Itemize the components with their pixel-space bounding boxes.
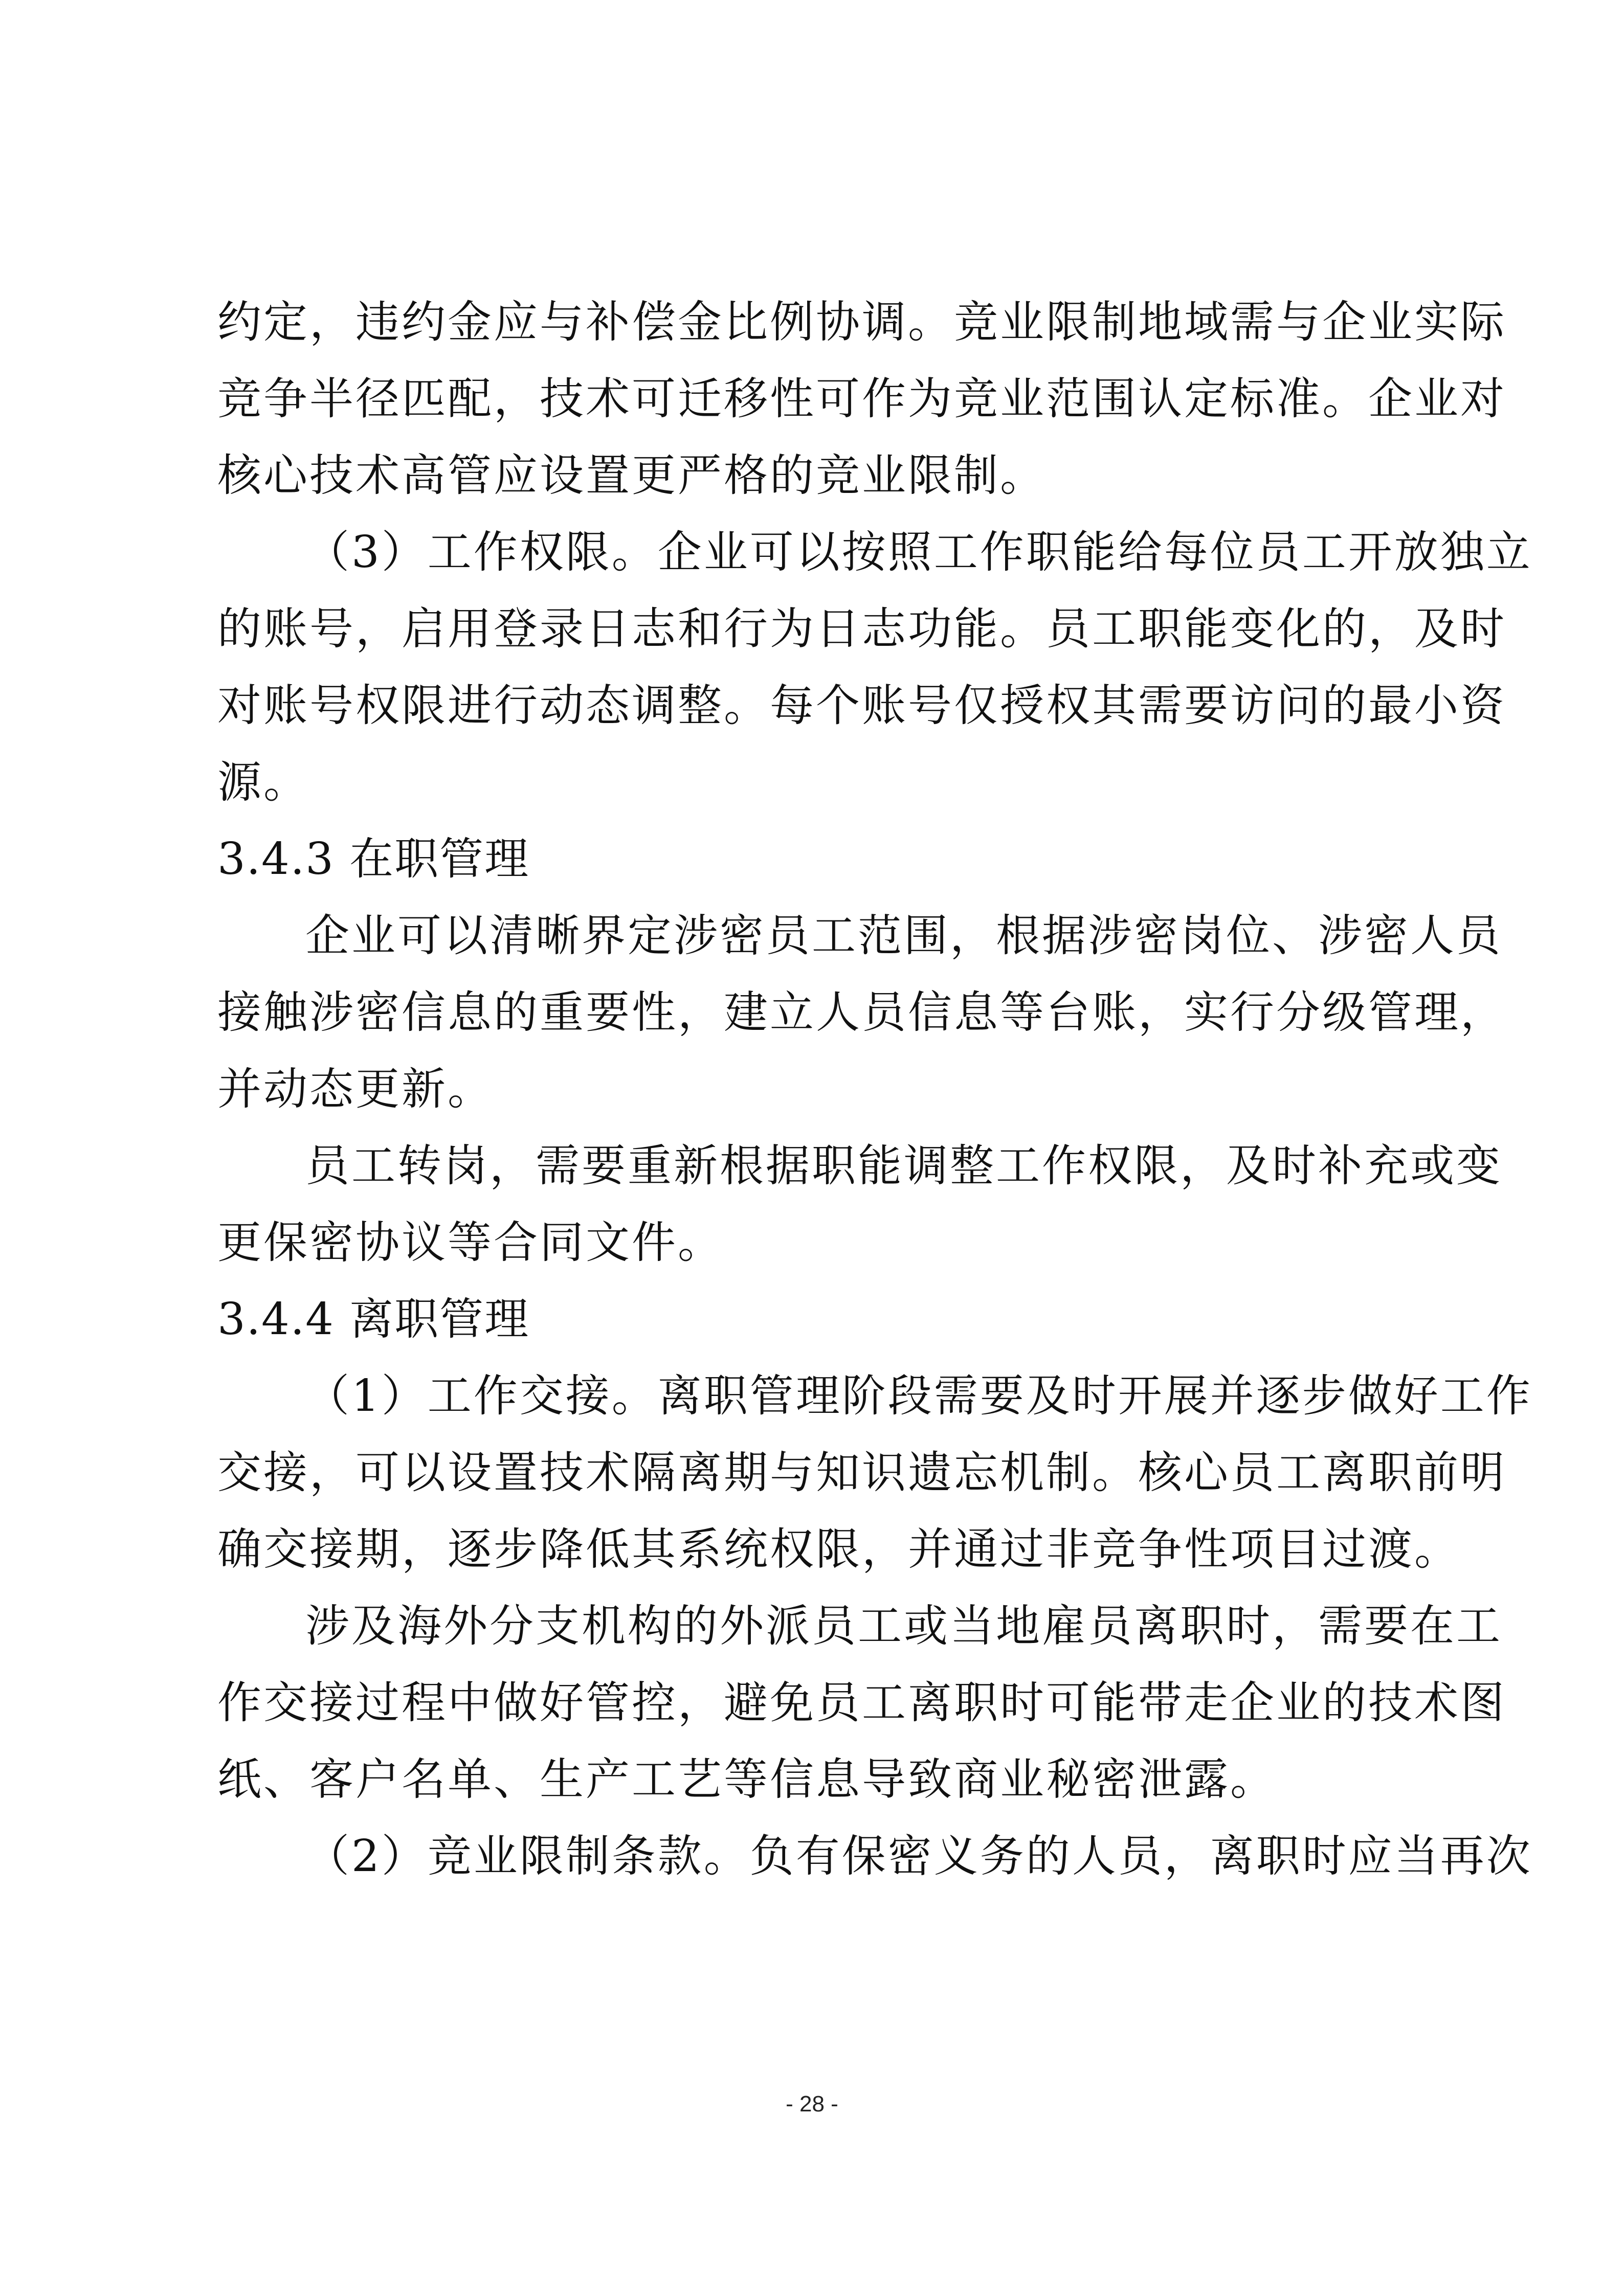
paragraph-job-transfer: 员工转岗，需要重新根据职能调整工作权限，及时补充或变 <box>305 1140 1502 1191</box>
paragraph-work-permissions: （3）工作权限。企业可以按照工作职能给每位员工开放独立 <box>305 527 1532 578</box>
paragraph-onboard-management: 企业可以清晰界定涉密员工范围，根据涉密岗位、涉密人员 <box>305 910 1502 961</box>
section-heading-3-4-3: 3.4.3 在职管理 <box>217 834 530 885</box>
body-text-line: 的账号，启用登录日志和行为日志功能。员工职能变化的，及时 <box>217 603 1506 655</box>
body-text-line: 竞争半径匹配，技术可迁移性可作为竞业范围认定标准。企业对 <box>217 373 1506 424</box>
body-text-line: 更保密协议等合同文件。 <box>217 1217 724 1268</box>
body-text-line: 纸、客户名单、生产工艺等信息导致商业秘密泄露。 <box>217 1754 1276 1805</box>
page-number: - 28 - <box>786 2091 838 2117</box>
body-text-line: 约定，违约金应与补偿金比例协调。竞业限制地域需与企业实际 <box>217 297 1506 348</box>
body-text-line: 确交接期，逐步降低其系统权限，并通过非竞争性项目过渡。 <box>217 1524 1460 1575</box>
body-text-line: 对账号权限进行动态调整。每个账号仅授权其需要访问的最小资 <box>217 680 1506 731</box>
body-text-line: 源。 <box>217 757 309 808</box>
body-text-line: 接触涉密信息的重要性，建立人员信息等台账，实行分级管理， <box>217 987 1506 1038</box>
body-text-line: 作交接过程中做好管控，避免员工离职时可能带走企业的技术图 <box>217 1677 1506 1728</box>
body-text-line: 并动态更新。 <box>217 1064 494 1115</box>
paragraph-work-handover: （1）工作交接。离职管理阶段需要及时开展并逐步做好工作 <box>305 1370 1532 1422</box>
body-text-line: 交接，可以设置技术隔离期与知识遗忘机制。核心员工离职前明 <box>217 1447 1506 1498</box>
paragraph-overseas-staff: 涉及海外分支机构的外派员工或当地雇员离职时，需要在工 <box>305 1601 1502 1652</box>
section-heading-3-4-4: 3.4.4 离职管理 <box>217 1294 530 1345</box>
body-text-line: 核心技术高管应设置更严格的竞业限制。 <box>217 450 1046 501</box>
paragraph-non-compete: （2）竞业限制条款。负有保密义务的人员，离职时应当再次 <box>305 1831 1532 1882</box>
